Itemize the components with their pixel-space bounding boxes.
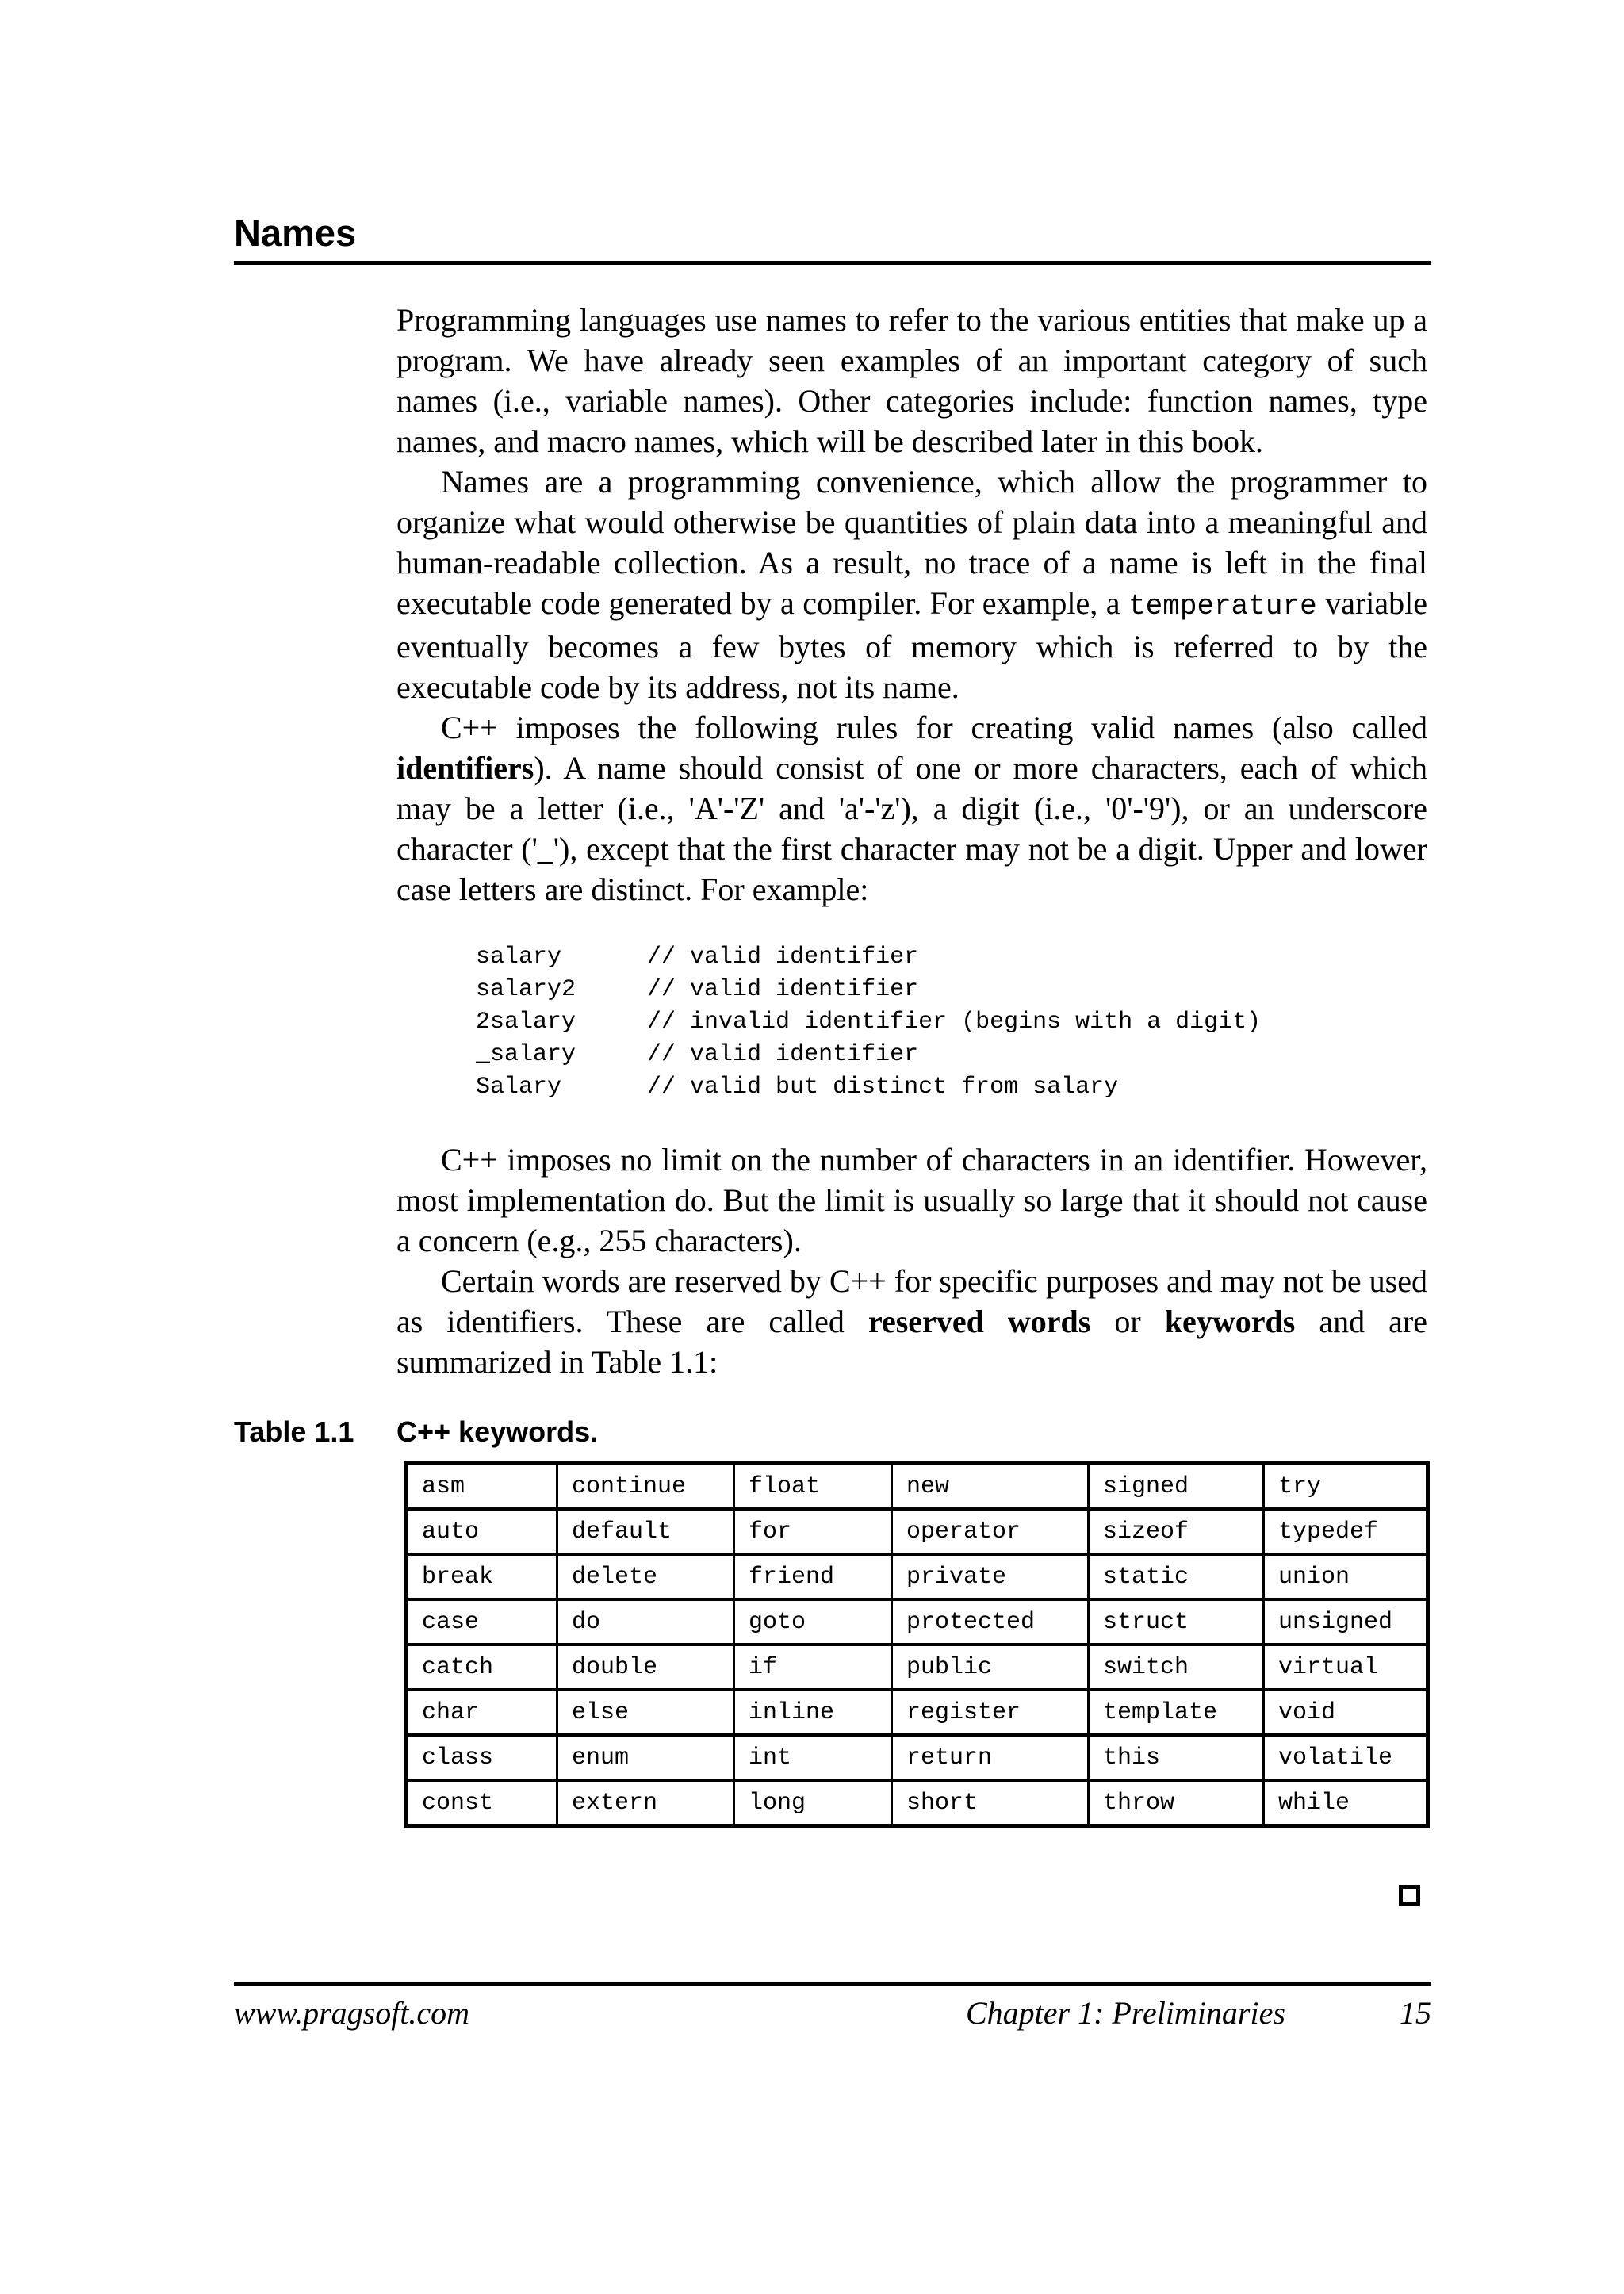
keyword-cell: double <box>557 1645 734 1690</box>
keyword-cell: static <box>1089 1554 1264 1599</box>
keyword-cell: template <box>1089 1690 1264 1735</box>
keyword-cell: else <box>557 1690 734 1735</box>
keyword-cell: return <box>892 1735 1089 1780</box>
paragraph-text: and are summarized in Table 1.1: <box>396 1304 1427 1380</box>
footer-rule <box>234 1982 1431 1986</box>
keyword-cell: do <box>557 1599 734 1645</box>
table-label: Table 1.1 <box>234 1415 354 1448</box>
code-line: 2salary // invalid identifier (begins with a digit) <box>476 1009 1262 1036</box>
table-row <box>407 1599 1428 1645</box>
keyword-cell: char <box>407 1690 557 1735</box>
table-caption: C++ keywords. <box>396 1415 599 1448</box>
keyword-cell: default <box>557 1509 734 1554</box>
keyword-cell: short <box>892 1780 1089 1826</box>
bold-term: keywords <box>1164 1304 1296 1339</box>
code-line: Salary // valid but distinct from salary <box>476 1074 1119 1101</box>
footer-chapter: Chapter 1: Preliminaries <box>966 1995 1285 2031</box>
paragraph-text: Names are a programming convenience, which allow the programmer to organize what would otherwise be quantities of plain data into a meaningful and human-readable collection. As a result, no trace of a name is left in the final executable code generated by a compiler. For example, a <box>396 464 1427 621</box>
keyword-cell: float <box>734 1464 892 1510</box>
keyword-cell: continue <box>557 1464 734 1510</box>
keyword-cell: switch <box>1089 1645 1264 1690</box>
keyword-cell: if <box>734 1645 892 1690</box>
table-row <box>407 1735 1428 1780</box>
keyword-cell: virtual <box>1264 1645 1428 1690</box>
keyword-cell: signed <box>1089 1464 1264 1510</box>
keyword-cell: this <box>1089 1735 1264 1780</box>
section-end-square-icon <box>1399 1885 1420 1906</box>
keyword-cell: operator <box>892 1509 1089 1554</box>
page-title: Names <box>234 212 357 254</box>
footer-website: www.pragsoft.com <box>234 1995 470 2031</box>
keyword-cell: unsigned <box>1264 1599 1428 1645</box>
code-line: _salary // valid identifier <box>476 1041 919 1068</box>
paragraph <box>396 707 1427 910</box>
keyword-cell: enum <box>557 1735 734 1780</box>
paragraph-text: variable eventually becomes a few bytes of memory which is referred to by the executable code by its address, not its name. <box>396 585 1428 705</box>
keyword-cell: public <box>892 1645 1089 1690</box>
keyword-cell: asm <box>407 1464 557 1510</box>
keyword-cell: sizeof <box>1089 1509 1264 1554</box>
keyword-cell: auto <box>407 1509 557 1554</box>
keyword-cell: private <box>892 1554 1089 1599</box>
keyword-cell: typedef <box>1264 1509 1428 1554</box>
keyword-cell: new <box>892 1464 1089 1510</box>
footer-page-number: 15 <box>1400 1995 1431 2031</box>
paragraph <box>396 1261 1427 1382</box>
table-row <box>407 1690 1428 1735</box>
keyword-cell: struct <box>1089 1599 1264 1645</box>
paragraph-text: or <box>1090 1304 1165 1339</box>
table-caption-row <box>234 1415 1431 1451</box>
keyword-cell: friend <box>734 1554 892 1599</box>
table-row <box>407 1780 1428 1826</box>
paragraph <box>396 300 1427 461</box>
paragraph-text: Programming languages use names to refer to the various entities that make up a program. We have already seen examples of an important category of such names (i.e., variable names). Other categories include: function names, type names, and macro names, which will be described later in this book. <box>396 302 1427 459</box>
paragraph <box>396 1139 1427 1261</box>
table-row <box>407 1554 1428 1599</box>
keyword-cell: union <box>1264 1554 1428 1599</box>
keyword-cell: register <box>892 1690 1089 1735</box>
keyword-cell: catch <box>407 1645 557 1690</box>
keyword-cell: long <box>734 1780 892 1826</box>
keyword-cell: volatile <box>1264 1735 1428 1780</box>
keyword-cell: case <box>407 1599 557 1645</box>
code-listing <box>476 941 1427 1104</box>
paragraph-text: C++ imposes the following rules for creating valid names (also called <box>441 710 1427 745</box>
keyword-cell: goto <box>734 1599 892 1645</box>
table-row <box>407 1464 1428 1510</box>
keyword-cell: while <box>1264 1780 1428 1826</box>
keyword-cell: extern <box>557 1780 734 1826</box>
body-text-column <box>396 300 1427 1382</box>
header-rule <box>234 261 1431 265</box>
paragraph-text: ). A name should consist of one or more characters, each of which may be a letter (i.e., 'A'-'Z' and 'a'-'z'), a digit (i.e., '0'-'9'), or an underscore character ('_'), except that the first character may not be a digit. Upper and lower case letters are distinct. For example: <box>396 750 1427 907</box>
code-line: salary // valid identifier <box>476 944 919 971</box>
keywords-table <box>404 1461 1430 1828</box>
keyword-cell: int <box>734 1735 892 1780</box>
keyword-cell: const <box>407 1780 557 1826</box>
keyword-cell: delete <box>557 1554 734 1599</box>
keyword-cell: try <box>1264 1464 1428 1510</box>
keyword-cell: throw <box>1089 1780 1264 1826</box>
paragraph <box>396 461 1427 707</box>
keyword-cell: class <box>407 1735 557 1780</box>
keyword-cell: inline <box>734 1690 892 1735</box>
keyword-cell: void <box>1264 1690 1428 1735</box>
keyword-cell: protected <box>892 1599 1089 1645</box>
code-line: salary2 // valid identifier <box>476 976 919 1003</box>
table-row <box>407 1509 1428 1554</box>
bold-term: reserved words <box>868 1304 1091 1339</box>
keyword-cell: break <box>407 1554 557 1599</box>
paragraph-text: Certain words are reserved by C++ for specific purposes and may not be used as identifiers. These are called <box>396 1263 1427 1339</box>
keyword-cell: for <box>734 1509 892 1554</box>
paragraph-text: C++ imposes no limit on the number of characters in an identifier. However, most implementation do. But the limit is usually so large that it should not cause a concern (e.g., 255 characters). <box>396 1142 1427 1258</box>
table-row <box>407 1645 1428 1690</box>
bold-term: identifiers <box>396 750 534 786</box>
inline-code: temperature <box>1128 590 1317 622</box>
